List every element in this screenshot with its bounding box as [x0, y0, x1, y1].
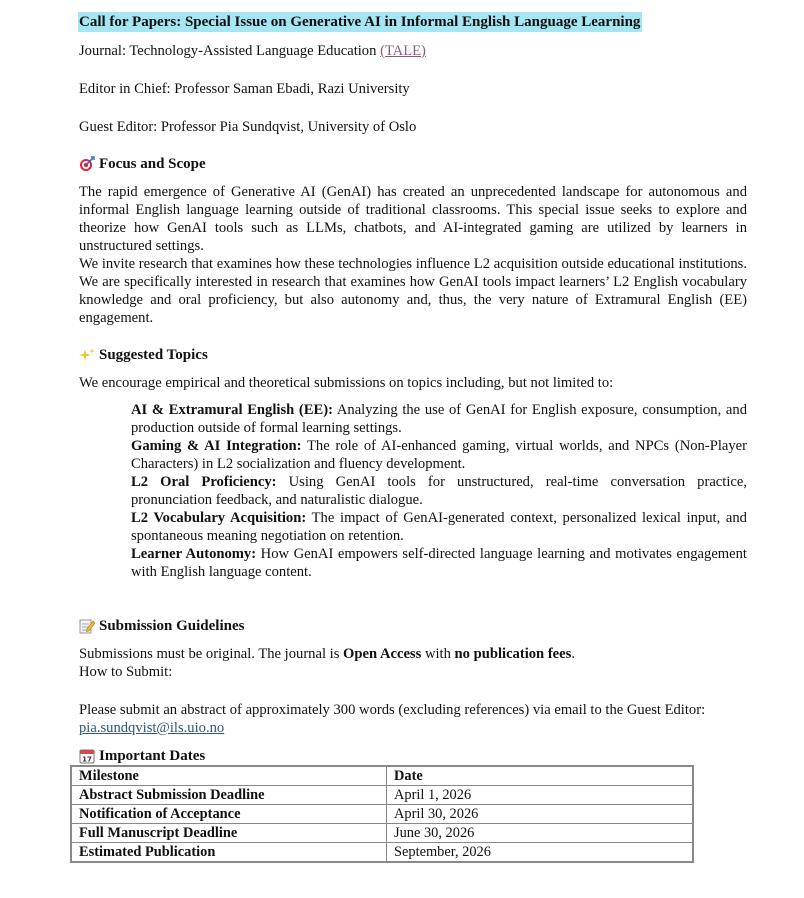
date-cell: June 30, 2026 — [387, 824, 694, 843]
column-header-milestone: Milestone — [71, 766, 387, 786]
date-cell: September, 2026 — [387, 843, 694, 863]
guest-editor-email-link[interactable]: pia.sundqvist@ils.uio.no — [79, 720, 225, 736]
topic-label: L2 Vocabulary Acquisition: — [131, 510, 307, 526]
sparkles-icon — [79, 347, 95, 363]
page-title: Call for Papers: Special Issue on Generative AI in Informal English Language Learning — [79, 14, 641, 30]
email-line — [79, 719, 747, 737]
dates-table — [70, 765, 694, 863]
calendar-icon — [79, 748, 95, 764]
submission-heading-text: Submission Guidelines — [99, 618, 245, 634]
column-header-date: Date — [387, 766, 694, 786]
guest-editor: Guest Editor: Professor Pia Sundqvist, University of Oslo — [79, 119, 417, 135]
milestone-cell: Abstract Submission Deadline — [71, 786, 387, 805]
dates-heading — [79, 747, 747, 765]
topic-text: Using GenAI tools for unstructured, real-time conversation practice, pronunciation feedback, and naturalistic dialogue. — [131, 474, 747, 508]
milestone-cell: Estimated Publication — [71, 843, 387, 863]
topic-text: The role of AI-enhanced gaming, virtual worlds, and NPCs (Non-Player Characters) in L2 socialization and fluency development. — [131, 438, 747, 472]
topic-label: Learner Autonomy: — [131, 546, 257, 562]
topic-item — [131, 437, 747, 473]
policy-text: Submissions must be original. The journal is — [79, 646, 344, 662]
topic-label: AI & Extramural English (EE): — [131, 402, 333, 418]
journal-label: Journal: Technology-Assisted Language Education — [79, 43, 381, 59]
topic-item — [131, 545, 747, 581]
table-row — [71, 805, 693, 824]
submission-policy — [79, 645, 747, 663]
topic-item — [131, 473, 747, 509]
tale-link[interactable]: (TALE) — [380, 43, 426, 59]
document-page — [79, 12, 747, 863]
topics-list — [131, 401, 747, 581]
topics-heading — [79, 346, 747, 364]
date-cell: April 30, 2026 — [387, 805, 694, 824]
topic-item — [131, 401, 747, 437]
date-cell: April 1, 2026 — [387, 786, 694, 805]
journal-line — [79, 42, 747, 60]
focus-heading — [79, 155, 747, 173]
focus-paragraph-1: The rapid emergence of Generative AI (GenAI) has created an unprecedented landscape for autonomous and informal English language learning outside of traditional classrooms. This special issue seeks to explore and theorize how GenAI tools such as LLMs, chatbots, and AI-integrated gaming are utilized by learners in unstructured settings. — [79, 184, 747, 254]
memo-icon — [79, 618, 95, 634]
table-row — [71, 843, 693, 863]
table-row — [71, 824, 693, 843]
policy-text: . — [571, 646, 575, 662]
table-header-row — [71, 766, 693, 786]
editor-in-chief: Editor in Chief: Professor Saman Ebadi, Razi University — [79, 81, 410, 97]
topic-item — [131, 509, 747, 545]
topic-text: The impact of GenAI-generated context, personalized lexical input, and spontaneous meaning negotiation on retention. — [131, 510, 747, 544]
no-fees-text: no publication fees — [454, 646, 572, 662]
milestone-cell: Notification of Acceptance — [71, 805, 387, 824]
milestone-cell: Full Manuscript Deadline — [71, 824, 387, 843]
focus-heading-text: Focus and Scope — [99, 156, 206, 172]
topic-text: Analyzing the use of GenAI for English exposure, consumption, and production outside of formal learning settings. — [131, 402, 747, 436]
table-row — [71, 786, 693, 805]
topic-label: L2 Oral Proficiency: — [131, 474, 277, 490]
topics-heading-text: Suggested Topics — [99, 347, 208, 363]
focus-paragraph-2: We invite research that examines how these technologies influence L2 acquisition outside educational institutions. We are specifically interested in research that examines how GenAI tools impact learners’ L2 English vocabulary knowledge and oral proficiency, but also autonomy and, thus, the very nature of Extramural English (EE) engagement. — [79, 256, 747, 326]
policy-text: with — [421, 646, 455, 662]
calendar-day: 17 — [82, 755, 92, 764]
dates-heading-text: Important Dates — [99, 748, 206, 764]
topic-label: Gaming & AI Integration: — [131, 438, 302, 454]
topics-intro: We encourage empirical and theoretical submissions on topics including, but not limited to: — [79, 375, 614, 391]
how-to-submit: How to Submit: — [79, 664, 173, 680]
target-icon — [79, 156, 95, 172]
submission-heading — [79, 617, 747, 635]
topic-text: How GenAI empowers self-directed language learning and motivates engagement with English language content. — [131, 546, 747, 580]
open-access-text: Open Access — [343, 646, 422, 662]
submission-instructions: Please submit an abstract of approximately 300 words (excluding references) via email to the Guest Editor: — [79, 702, 706, 718]
